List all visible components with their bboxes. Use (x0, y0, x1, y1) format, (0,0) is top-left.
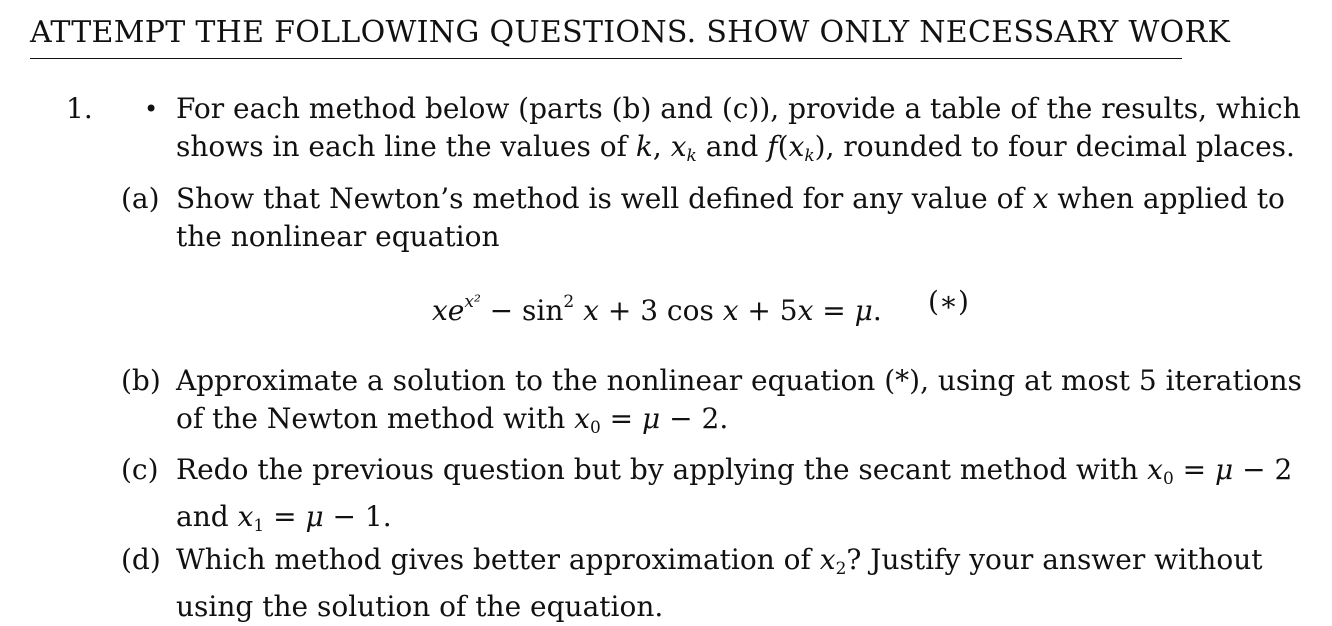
math-sin-argument: x (574, 294, 599, 327)
math-mu: μ (642, 402, 661, 435)
math-equals: = (1173, 453, 1216, 486)
intro-line-2 (176, 128, 1295, 175)
intro-and: and (696, 130, 768, 163)
math-cos-argument: x (722, 294, 739, 327)
intro-comma: , (652, 130, 671, 163)
part-b-line-1: Approximate a solution to the nonlinear equation (*), using at most 5 iterations (176, 364, 1302, 397)
math-minus-sin: − sin (480, 294, 564, 327)
math-x0: x (574, 402, 590, 435)
part-c-line-1 (176, 451, 1293, 498)
math-paren-close: ) (814, 130, 826, 163)
part-c-text-start: Redo the previous question but by applying the secant method with (176, 453, 1148, 486)
math-exponent: x² (464, 292, 481, 312)
part-c-and: and (176, 500, 238, 533)
math-x: x (432, 294, 448, 327)
math-xk: x (670, 130, 687, 163)
math-period: . (872, 294, 882, 327)
math-equals: = (813, 294, 855, 327)
worksheet-heading: ATTEMPT THE FOLLOWING QUESTIONS. SHOW ONLY NECESSARY WORK (30, 14, 1182, 59)
math-x2: x (819, 543, 836, 576)
part-d-label: (d) (121, 543, 161, 576)
math-plus-3cos: + 3 cos (598, 294, 723, 327)
part-a-line-2: the nonlinear equation (176, 220, 500, 253)
math-e: e (447, 294, 465, 327)
math-k: k (635, 130, 653, 163)
math-paren-open: ( (777, 130, 789, 163)
part-b-text-end: − 2. (660, 402, 729, 435)
part-b-label: (b) (121, 364, 161, 397)
math-equals: = (264, 500, 306, 533)
math-mu: μ (1215, 453, 1234, 486)
part-c-text-end: − 2 (1233, 453, 1293, 486)
question-number: 1. (66, 92, 93, 125)
math-xk-subscript: k (804, 146, 815, 166)
math-x: x (1032, 182, 1049, 215)
math-sin-exponent: 2 (563, 292, 575, 312)
math-xk-subscript: k (686, 146, 697, 166)
math-x0-subscript: 0 (589, 418, 601, 438)
math-f: f (767, 130, 778, 163)
math-x1: x (237, 500, 254, 533)
part-a-line-1 (176, 180, 1285, 218)
part-c-line-2 (176, 498, 1226, 545)
bullet-point: • (144, 95, 159, 123)
math-equals: = (600, 402, 643, 435)
part-b-line-2 (176, 400, 1226, 447)
intro-line-1: For each method below (parts (b) and (c)), provide a table of the results, which (176, 92, 1301, 125)
part-c-label: (c) (121, 453, 159, 486)
part-d-text-end: ? Justify your answer without (846, 543, 1263, 576)
part-a-label: (a) (121, 182, 160, 215)
part-c-text (176, 451, 1293, 545)
math-plus-5: + 5 (738, 294, 798, 327)
math-mu: μ (305, 500, 324, 533)
math-x0-subscript: 0 (1162, 469, 1174, 489)
part-b-text-start: of the Newton method with (176, 402, 575, 435)
math-x2-subscript: 2 (835, 559, 847, 579)
math-x0: x (1147, 453, 1163, 486)
intro-text-end: , rounded to four decimal places. (825, 130, 1295, 163)
math-x: x (797, 294, 814, 327)
equation-tag: (∗) (928, 285, 969, 318)
math-xk: x (788, 130, 805, 163)
math-x1-subscript: 1 (253, 516, 265, 536)
intro-text: shows in each line the values of (176, 130, 636, 163)
part-b-text (176, 362, 1302, 447)
nonlinear-equation (432, 280, 882, 333)
part-d-line-1 (176, 541, 1263, 588)
math-mu: μ (854, 294, 873, 327)
part-d-line-2: using the solution of the equation. (176, 590, 664, 623)
intro-instruction (176, 90, 1301, 175)
part-a-text-end: when applied to (1048, 182, 1285, 215)
part-d-text (176, 541, 1263, 626)
part-c-line-2-end: − 1. (323, 500, 392, 533)
part-d-text-start: Which method gives better approximation of (176, 543, 820, 576)
part-a-text (176, 180, 1285, 256)
part-a-text-start: Show that Newton’s method is well defined for any value of (176, 182, 1033, 215)
